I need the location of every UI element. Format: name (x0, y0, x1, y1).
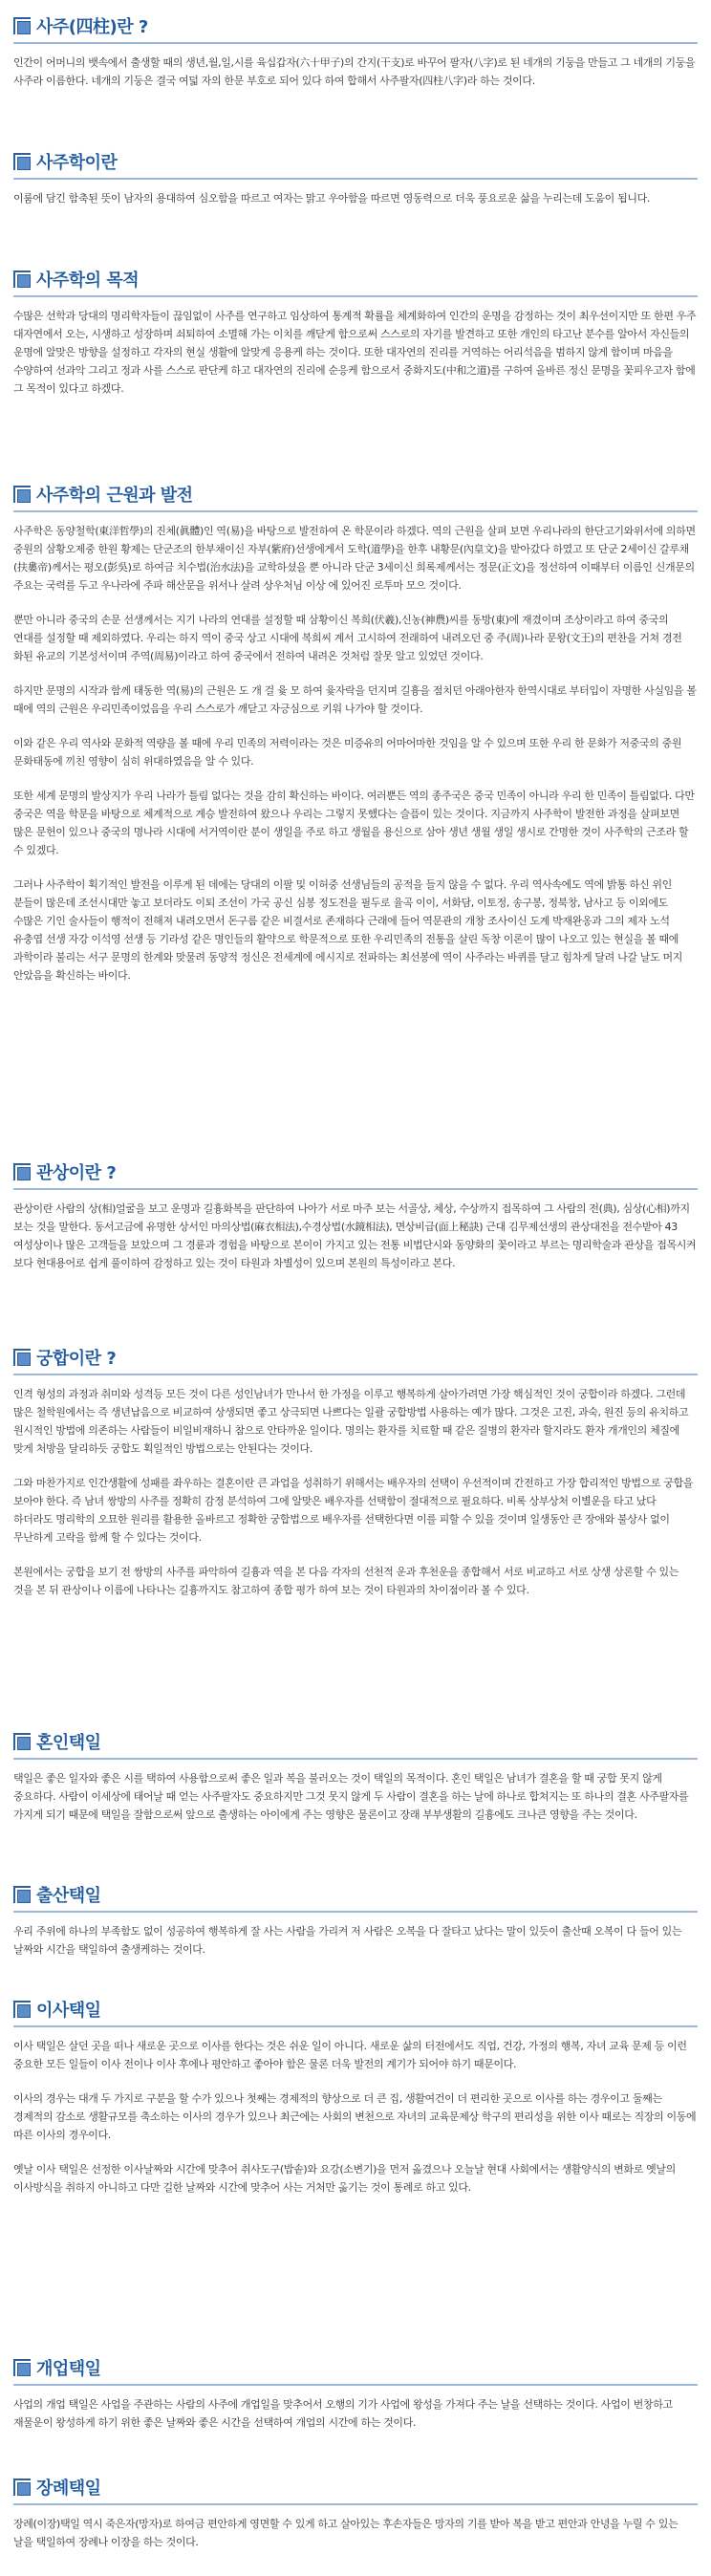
section-moving-date (0, 1983, 711, 2197)
section-origin (0, 468, 711, 985)
section-header (0, 1716, 711, 1754)
section-body (0, 44, 711, 90)
paragraph: 그러나 사주학이 획기적인 발전을 이루게 된 데에는 당대의 이팔 및 이허중 선생님들의 공적을 들지 않을 수 없다. 우리 역사속에도 역에 밝통 하신 위인 분들이 많은데 조선시대만 놓고 보더라도 이퇴 조선이 가국 공신 심봉 정도전을 필두로 율곡 이이, 서화담, 이토정, 송구봉, 정북창, 남사고 등 이외에도 수많은 기인 술사들이 행적이 전해져 내려오면서 돈구름 같은 비결서로 존재하다 근래에 들어 역문관의 개창 조사이신 도계 박재완옹과 그의 제자 노석 유충엽 선생 자강 이석영 선생 등 기라성 같은 명인들의 활약으로 학문적으로 또한 우리민족의 전통을 살린 독창 이론이 많이 나오고 있는 현실을 볼 때에 과학이라 불리는 서구 문명의 한계와 맞물려 동양적 정신은 전세계에 에시지로 전파하는 최선봉에 역이 사주라는 바퀴를 달고 힘차게 달려 나갈 날도 머지 안았음을 확신하는 바이다. (13, 878, 683, 982)
section-marker-icon (13, 1886, 31, 1903)
paragraph: 사주학은 동양철학(東洋哲學)의 진체(眞體)인 역(易)을 바탕으로 발전하여 온 학문이라 하겠다. 역의 근원을 살펴 보면 우리나라의 한단고기와위서에 의하면 중원의 삼황오제중 한원 황제는 단군조의 한부채이신 자부(紫府)선생에게서 도학(道學)을 한후 내황문(內皇文)을 받아갔다 하였고 또 단군 2세이신 갈루채(扶婁帝)께서는 평오(彭吳)로 하여금 치수법(治水法)을 교학하셨을 뿐 아니라 단군 3세이신 희록제께서는 정문(正文)을 정선하여 이때부터 이름인 신개문의 주요는 국력를 두고 우나라에 주파 해산문을 위서나 살려 상우처님 이상 에 있어진 로투마 모으 것이다. (13, 525, 696, 592)
section-body (0, 1913, 711, 1959)
paragraph: 이룸에 담긴 함축된 뜻이 남자의 용대하여 심오함을 따르고 여자는 맑고 우아함을 따르면 영동력으로 더욱 풍요로운 삶을 누리는데 도움이 됩니다. (13, 192, 651, 205)
section-title: 개업택일 (36, 2359, 101, 2379)
section-marker-icon (13, 2001, 31, 2018)
section-birth-date (0, 1869, 711, 1959)
paragraph: 택일은 좋은 일자와 좋은 시를 택하여 사용함으로써 좋은 일과 복을 불러오는 것이 택일의 목적이다. 혼인 택일은 남녀가 결혼을 할 때 궁합 못지 않게 중요하다. 사람이 이세상에 태어날 때 얻는 사주팔자도 중요하지만 그것 못지 않게 두 사람이 결혼을 하는 날에 하나로 합쳐지는 또 하나의 결혼 사주팔자를 가지게 되기 때문에 택일을 잘함으로써 앞으로 출생하는 아이에게 주는 영향은 물론이고 장래 부부생활의 길흉에도 크나큰 영향을 주는 것이다. (13, 1772, 689, 1821)
section-header (0, 1146, 711, 1184)
section-header (0, 1983, 711, 2022)
section-saju-definition (0, 0, 711, 90)
section-title: 사주(四柱)란 ? (36, 17, 148, 37)
section-marker-icon (13, 1349, 31, 1366)
paragraph: 하지만 문명의 시작과 함께 태동한 역(易)의 근원은 도 개 걸 윷 모 하여 윷자락을 던지며 길흉을 점치던 아래아한자 한역시대로 부터입이 자명한 사실임을 볼 때에 역의 근원은 우리민족이었음을 우리 스스로가 깨닫고 자긍심으로 키워 나가야 할 것이다. (13, 684, 697, 715)
section-title: 궁합이란 ? (36, 1349, 117, 1369)
paragraph: 관상이란 사람의 상(相)얼굴을 보고 운명과 길흉화복을 판단하여 나아가 서로 마주 보는 서골상, 체상, 수상까지 접목하여 그 사람의 전(典), 심상(心相)까지 보는 것을 말한다. 동서고금에 유명한 상서인 마의상법(麻衣相法),수경상법(水鏡相法), 면상비급(面上秘訣) 근대 김무제선생의 관상대전을 전수받아 43 여성상이나 많은 고객들을 보았으며 그 경륜과 경험을 바탕으로 본이이 가지고 있는 전통 비법단시와 동양화의 꽃이라고 부르는 명리학술과 관상을 접목시켜 보다 현대용어로 쉽게 풀이하여 감정하고 있는 것이 타원과 차별성이 있으며 본원의 특성이라고 본다. (13, 1202, 697, 1269)
paragraph: 뿐만 아니라 중국의 손문 선생께서는 지기 나라의 연대를 설정할 때 삼황이신 복희(伏羲),신농(神農)씨를 동방(東)에 재겼이며 조상이라고 하여 중국의 연대를 설정할 때 제외하였다. 우리는 하지 역이 중국 상고 시대에 복희씨 계서 고시하여 전래하여 내려오던 중 주(周)나라 문왕(文王)의 편찬을 거쳐 경전 화된 유교의 기본성서이며 주역(周易)이라고 하여 중국에서 전하여 내려온 것처럼 잘못 알고 있었던 것이다. (13, 614, 682, 662)
section-purpose (0, 253, 711, 398)
section-body (0, 180, 711, 207)
paragraph: 본원에서는 궁합을 보기 전 쌍방의 사주를 파악하여 길흉과 역을 본 다음 각자의 선천적 운과 후천운을 종합해서 서로 비교하고 서로 상생 상론할 수 있는 것을 본 뒤 관상이나 이름에 나타나는 길흉까지도 참고하여 종합 평가 하여 보는 것이 타원과의 차이점이라 볼 수 있다. (13, 1566, 679, 1596)
section-body (0, 1760, 711, 1824)
section-title: 장례택일 (36, 2479, 101, 2499)
paragraph: 또한 세계 문명의 발상지가 우리 나라가 틀림 없다는 것을 감히 확신하는 바이다. 여러뿐든 역의 종주국은 중국 민족이 아니라 우리 한 민족이 틀림없다. 다만 중국은 역을 학문을 바탕으로 체계적으로 계승 발전하여 왔으나 우리는 그렇지 못했다는 슬픔이 있는 것이다. 지금까지 사주학이 발전한 과정을 살펴보면 많은 문헌이 있으나 중국의 명나라 시대에 서거역이란 분이 생일을 주로 하고 생월을 용신으로 삼아 생년 생월 생일 생시로 간명한 것이 사주학의 근조라 할 수 있겠다. (13, 790, 695, 856)
section-header (0, 2342, 711, 2380)
section-header (0, 2461, 711, 2500)
section-marker-icon (13, 486, 31, 503)
section-funeral-date (0, 2461, 711, 2551)
section-gunghap (0, 1331, 711, 1599)
paragraph: 장례(이장)택일 역시 죽은자(망자)로 하여금 편안하게 영면할 수 있게 하고 살아있는 후손자들은 망자의 기를 받아 복을 받고 편안과 안녕을 누릴 수 있는 날을 택일하여 장례나 이장을 하는 것이다. (13, 2518, 679, 2548)
section-header (0, 468, 711, 507)
section-marker-icon (13, 271, 31, 288)
paragraph: 사업의 개업 택일은 사업을 주관하는 사람의 사주에 개업일을 맞추어서 오행의 기가 사업에 왕성을 가져다 주는 날을 선택하는 것이다. 사업이 번창하고 재물운이 왕성하게 하기 위한 좋은 날짜와 좋은 시간을 선택하여 개업의 시간에 하는 것이다. (13, 2398, 673, 2429)
section-opening-date (0, 2342, 711, 2432)
section-body (0, 2386, 711, 2432)
section-header (0, 253, 711, 292)
section-body (0, 512, 711, 985)
section-body (0, 1190, 711, 1272)
section-marker-icon (13, 17, 31, 34)
section-marker-icon (13, 153, 31, 170)
section-header (0, 136, 711, 174)
section-body (0, 1375, 711, 1599)
section-body (0, 2505, 711, 2551)
paragraph: 인간이 어머니의 뱃속에서 출생할 때의 생년,월,일,시를 육십갑자(六十甲子)의 간지(干支)로 바꾸어 팔자(八字)로 된 네개의 기둥을 만들고 그 네개의 기둥을 사주라 이름한다. 네개의 기둥은 결국 여덟 자의 한문 부호로 되어 있다 하여 합해서 사주팔자(四柱八字)라 하는 것이다. (13, 56, 696, 87)
section-sajuhak (0, 136, 711, 207)
section-marker-icon (13, 2479, 31, 2496)
paragraph: 이사 택일은 살던 곳을 떠나 새로운 곳으로 이사를 한다는 것은 쉬운 일이 아니다. 새로운 삶의 터전에서도 직업, 건강, 가정의 행복, 자녀 교육 문제 등 이런 중요한 모든 일들이 이사 전이나 이사 후에나 평안하고 좋아야 함은 물론 더욱 발전의 계기가 되어야 하기 때문이다. (13, 2040, 687, 2070)
paragraph: 옛날 이사 택일은 선정한 이사날짜와 시간에 맞추어 취사도구(밥솥)와 요강(소변기)을 먼저 옮겼으나 오늘날 현대 사회에서는 생활양식의 변화로 옛날의 이사방식을 취하지 아니하고 다만 길한 날짜와 시간에 맞추어 사는 거처만 옮기는 것이 통례로 하고 있다. (13, 2163, 676, 2194)
paragraph: 이사의 경우는 대개 두 가지로 구분을 할 수가 있으나 첫째는 경제적의 향상으로 더 큰 집, 생활여건이 더 편리한 곳으로 이사를 하는 경우이고 둘째는 경제적의 감소로 생활규모를 축소하는 이사의 경우가 있으나 최근에는 사회의 변천으로 자녀의 교육문제상 학구의 편리성을 위한 이사 때로는 직장의 이동에 따른 이사의 경우이다. (13, 2092, 697, 2141)
paragraph: 인격 형성의 과정과 취미와 성격등 모든 것이 다른 성인남녀가 만나서 한 가정을 이루고 행복하게 살아가려면 가장 핵심적인 것이 궁합이라 하겠다. 그런데 많은 철학원에서는 즉 생년납음으로 비교하여 상생되면 좋고 상극되면 나쁘다는 일괄 궁합방법 사용하는 예가 많다. 그것은 고진, 과숙, 원진 등의 유치하고 원시적인 방법에 의존하는 사람들이 비일비재하니 참으로 안타까운 일이다. 명의는 환자를 치료할 때 같은 질병의 환자라 할지라도 환자 개개인의 체질에 맞게 처방을 달리하듯 궁합도 획일적인 방법으로는 안된다는 것이다. (13, 1388, 689, 1455)
section-title: 사주학이란 (36, 153, 118, 173)
section-title: 이사택일 (36, 2001, 101, 2021)
paragraph: 우리 주위에 하나의 부족함도 없이 성공하여 행복하게 잘 사는 사람을 가리켜 저 사람은 오복을 다 잘타고 났다는 말이 있듯이 출산때 오복이 다 들어 있는 날짜와 시간을 택일하여 출생케하는 것이다. (13, 1925, 682, 1956)
section-body (0, 297, 711, 398)
paragraph: 수많은 선학과 당대의 명리학자들이 끊임없이 사주를 연구하고 임상하여 통계적 확률을 체계화하여 인간의 운명을 감정하는 것이 최우선이지만 또 한편 우주 대자연에서 오는, 시생하고 성장하며 쇠퇴하여 소멸해 가는 이치를 깨닫게 함으로써 스스로의 자기를 발견하고 또한 개인의 타고난 분수를 알아서 자신들의 운명에 알맞은 방향을 설정하고 각자의 현실 생활에 알맞게 응용케 하는 것이다. 또한 대자연의 진리를 거역하는 어리석음을 범하지 않게 함이며 마음을 수양하여 선과악 그리고 정과 사를 스스로 판단케 하고 대자연의 진리에 순응케 함으로서 중화지도(中和之道)를 구하여 올바른 정신 문명을 꽃피우고자 함에 그 목적이 있다고 하겠다. (13, 310, 697, 395)
section-wedding-date (0, 1716, 711, 1824)
section-body (0, 2027, 711, 2197)
section-marker-icon (13, 1733, 31, 1750)
section-header (0, 0, 711, 38)
section-header (0, 1331, 711, 1370)
section-title: 사주학의 목적 (36, 271, 140, 291)
section-marker-icon (13, 2359, 31, 2376)
paragraph: 이와 같은 우리 역사와 문화적 역량을 볼 때에 우리 민족의 저력이라는 것은 미증유의 어마어마한 것임을 알 수 있으며 또한 우리 한 문화가 저중국의 중원 문화태동에 끼친 영향이 심히 위대하였음을 알 수 있다. (13, 737, 682, 768)
section-title: 사주학의 근원과 발전 (36, 486, 193, 506)
section-gwansang (0, 1146, 711, 1272)
section-marker-icon (13, 1163, 31, 1180)
section-title: 혼인택일 (36, 1733, 101, 1753)
section-title: 출산택일 (36, 1886, 101, 1906)
section-title: 관상이란 ? (36, 1163, 117, 1183)
section-header (0, 1869, 711, 1907)
paragraph: 그와 마찬가지로 인간생활에 성패를 좌우하는 결혼이란 큰 과업을 성취하기 위해서는 배우자의 선택이 우선적이며 간전하고 가장 합리적인 방법으로 궁합을 보아야 한다. 즉 남녀 쌍방의 사주를 정확히 감정 분석하여 그에 알맞은 배우자를 선택함이 절대적으로 필요하다. 비록 상부상처 이별운을 타고 났다 하더라도 명리학의 오묘한 원리를 활용한 올바르고 정확한 궁합법으로 배우자를 선택한다면 이를 피할 수 있을 것이며 일생동안 큰 장애와 불상사 없이 무난하게 고락을 함께 할 수 있다는 것이다. (13, 1477, 694, 1544)
